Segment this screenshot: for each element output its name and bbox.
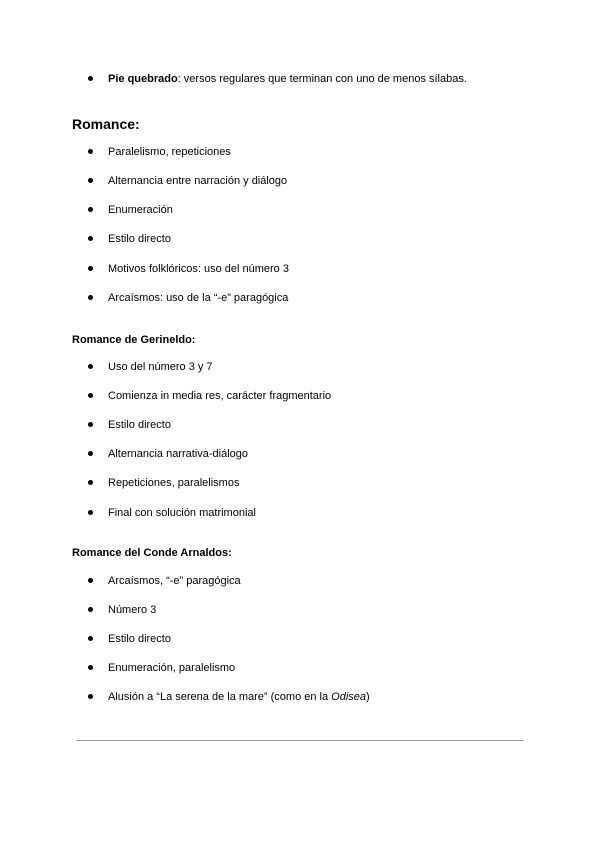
- bullet-icon: [88, 480, 93, 485]
- bullet-icon: [88, 510, 93, 515]
- term-bold: Pie quebrado: [108, 73, 178, 85]
- section-heading-romance: Romance:: [72, 116, 140, 132]
- bullet-icon: [88, 149, 93, 154]
- horizontal-rule: [76, 740, 524, 741]
- bullet-icon: [88, 295, 93, 300]
- list-item-text: [108, 690, 370, 704]
- list-item-text: Comienza in media res, carácter fragmentario: [108, 390, 332, 402]
- bullet-icon: [88, 422, 93, 427]
- list-item-text: Motivos folklóricos: uso del número 3: [108, 263, 289, 275]
- list-item-text: Alternancia entre narración y diálogo: [108, 175, 288, 187]
- bullet-icon: [88, 178, 93, 183]
- list-item-text: Enumeración, paralelismo: [108, 662, 236, 674]
- list-item-text: Arcaísmos: uso de la “-e” paragógica: [108, 292, 289, 304]
- list-item-text: Estilo directo: [108, 633, 171, 645]
- section-heading-gerineldo: Romance de Gerineldo:: [72, 334, 196, 346]
- bullet-icon: [88, 266, 93, 271]
- list-item-text: [108, 72, 467, 86]
- list-item-text: Final con solución matrimonial: [108, 507, 256, 519]
- list-item-text: Número 3: [108, 604, 157, 616]
- list-item-text: Paralelismo, repeticiones: [108, 146, 231, 158]
- term-definition: : versos regulares que terminan con uno de menos sílabas.: [177, 73, 467, 85]
- list-item-text: Repeticiones, paralelismos: [108, 477, 240, 489]
- italic-title: Odisea: [331, 691, 367, 703]
- bullet-icon: [88, 578, 93, 583]
- allusion-text: Alusión a “La serena de la mare” (como en la: [108, 691, 332, 703]
- bullet-icon: [88, 665, 93, 670]
- section-heading-arnaldos: Romance del Conde Arnaldos:: [72, 547, 232, 559]
- bullet-icon: [88, 236, 93, 241]
- bullet-icon: [88, 207, 93, 212]
- bullet-icon: [88, 364, 93, 369]
- bullet-icon: [88, 451, 93, 456]
- list-item-text: Arcaísmos, “-e” paragógica: [108, 575, 241, 587]
- bullet-icon: [88, 393, 93, 398]
- bullet-icon: [88, 607, 93, 612]
- list-item-text: Uso del número 3 y 7: [108, 361, 213, 373]
- list-item-text: Alternancia narrativa-diálogo: [108, 448, 249, 460]
- list-item-text: Estilo directo: [108, 419, 171, 431]
- list-item-text: Estilo directo: [108, 233, 171, 245]
- list-item-text: Enumeración: [108, 204, 173, 216]
- allusion-close: ): [366, 691, 370, 703]
- bullet-icon: [88, 694, 93, 699]
- bullet-icon: [88, 636, 93, 641]
- bullet-icon: [88, 76, 93, 81]
